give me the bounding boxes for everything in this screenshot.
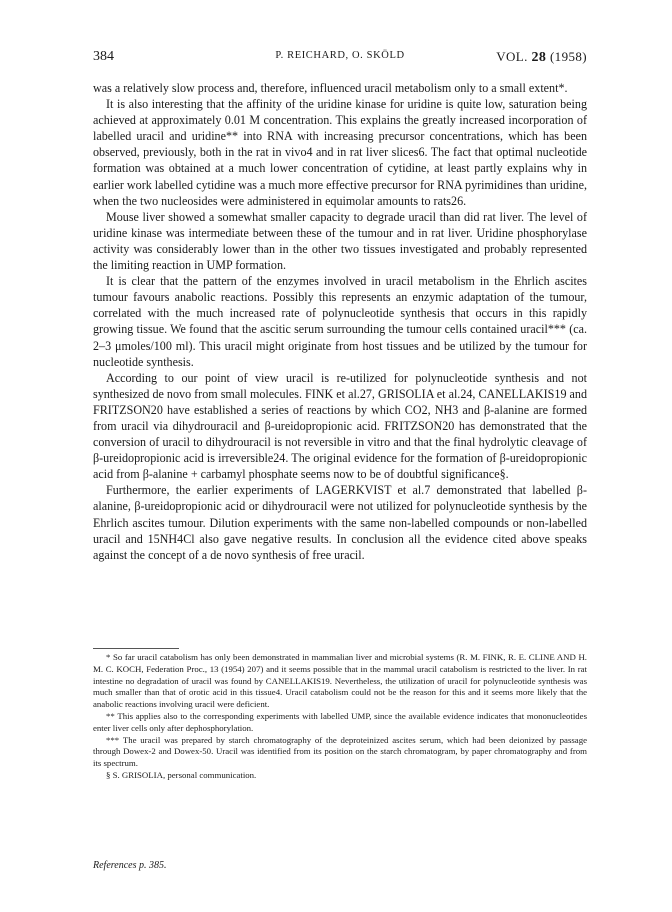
paragraph: was a relatively slow process and, therefore, influenced uracil metabolism only to a small extent*. bbox=[93, 81, 568, 95]
running-title: P. REICHARD, O. SKÖLD bbox=[275, 50, 405, 61]
running-header bbox=[93, 49, 587, 67]
body-text bbox=[93, 80, 587, 563]
volume-info bbox=[496, 49, 587, 66]
paragraph: It is clear that the pattern of the enzymes involved in uracil metabolism in the Ehrlich ascites tumour favours anabolic reactions. Possibly this represents an enzymic adaptation of the tumour, correlated with the much increased rate of polynucleotide synthesis that occurs in this rapidly growing tissue. We found that the ascitic serum surrounding the tumour cells contained uracil*** (ca. 2–3 μmoles/100 ml). This uracil might originate from host tissues and be utilized by the tumour for nucleotide synthesis. bbox=[93, 274, 587, 369]
paragraph: Furthermore, the earlier experiments of LAGERKVIST et al.7 demonstrated that labelled β-alanine, β-ureidopropionic acid or dihydrouracil were not utilized for polynucleotide synthesis by the Ehrlich ascites tumour. Dilution experiments with the same non-labelled compounds or non-labelled uracil and 15NH4Cl also gave negative results. In conclusion all the evidence cited above speaks against the concept of a de novo synthesis of free uracil. bbox=[93, 483, 587, 562]
footnote: * So far uracil catabolism has only been demonstrated in mammalian liver and microbial systems (R. M. FINK, R. E. CLINE AND H. M. C. KOCH, Federation Proc., 13 (1954) 207) and it seems possible that in the mammal uracil catabolism is restricted to the liver. In rat intestine no degradation of uracil was found by CANELLAKIS19. Nevertheless, the utilization of uracil for polynucleotide synthesis was much smaller than that of orotic acid in this tissue4. Uracil catabolism could not be the reason for this and it seems more likely that the anabolic reactions involving uracil were deficient. bbox=[93, 652, 587, 710]
paragraph: Mouse liver showed a somewhat smaller capacity to degrade uracil than did rat liver. The level of uridine kinase was intermediate between these of the tumour and in rat liver. Uridine phosphorylase activity was considerably lower than in the other two tissues investigated and probably represented the limiting reaction in UMP formation. bbox=[93, 209, 587, 273]
paragraph: According to our point of view uracil is re-utilized for polynucleotide synthesis and not synthesized de novo from small molecules. FINK et al.27, GRISOLIA et al.24, CANELLAKIS19 and FRITZSON20 have established a series of reactions by which CO2, NH3 and β-alanine are formed from uracil via dihydrouracil and β-ureidopropionic acid. FRITZSON20 has demonstrated that the conversion of uracil to dihydrouracil is not reversible in vitro and that the final hydrolytic cleavage of β-ureidopropionic acid is irreversible24. The original evidence for the formation of β-ureidopropionic acid from β-alanine + carbamyl phosphate seems now to be of doubtful significance§. bbox=[93, 370, 587, 482]
footnote: *** The uracil was prepared by starch chromatography of the deproteinized ascites serum, which had been deionized by passage through Dowex-2 and Dowex-50. Uracil was identified from its position on the starch chromatogram, by paper chromatography and from its spectrum. bbox=[93, 734, 587, 769]
footnotes bbox=[93, 652, 587, 782]
footnote: § S. GRISOLIA, personal communication. bbox=[106, 769, 257, 780]
references-note: References p. 385. bbox=[93, 860, 167, 871]
volume-year: (1958) bbox=[549, 49, 587, 64]
volume-label: VOL. bbox=[496, 49, 528, 64]
paragraph: It is also interesting that the affinity of the uridine kinase for uridine is quite low, saturation being achieved at approximately 0.01 M concentration. This explains the greatly increased incorporation of labelled uracil and uridine** into RNA with increasing precursor concentrations, which has been observed, previously, both in the rat in vivo4 and in rat liver slices6. The fact that optimal nucleotide formation was obtained at a much lower concentration of cytidine, at least partly explains why in earlier work labelled cytidine was a much more effective precursor for RNA pyrimidines than uridine, when the two nucleosides were administered in equimolar amounts to rats26. bbox=[93, 97, 587, 208]
page-number: 384 bbox=[93, 49, 114, 64]
footnote: ** This applies also to the corresponding experiments with labelled UMP, since the available evidence indicates that mononucleotides enter liver cells only after dephosphorylation. bbox=[93, 710, 587, 733]
volume-number: 28 bbox=[531, 50, 547, 65]
footnote-divider bbox=[93, 648, 179, 649]
